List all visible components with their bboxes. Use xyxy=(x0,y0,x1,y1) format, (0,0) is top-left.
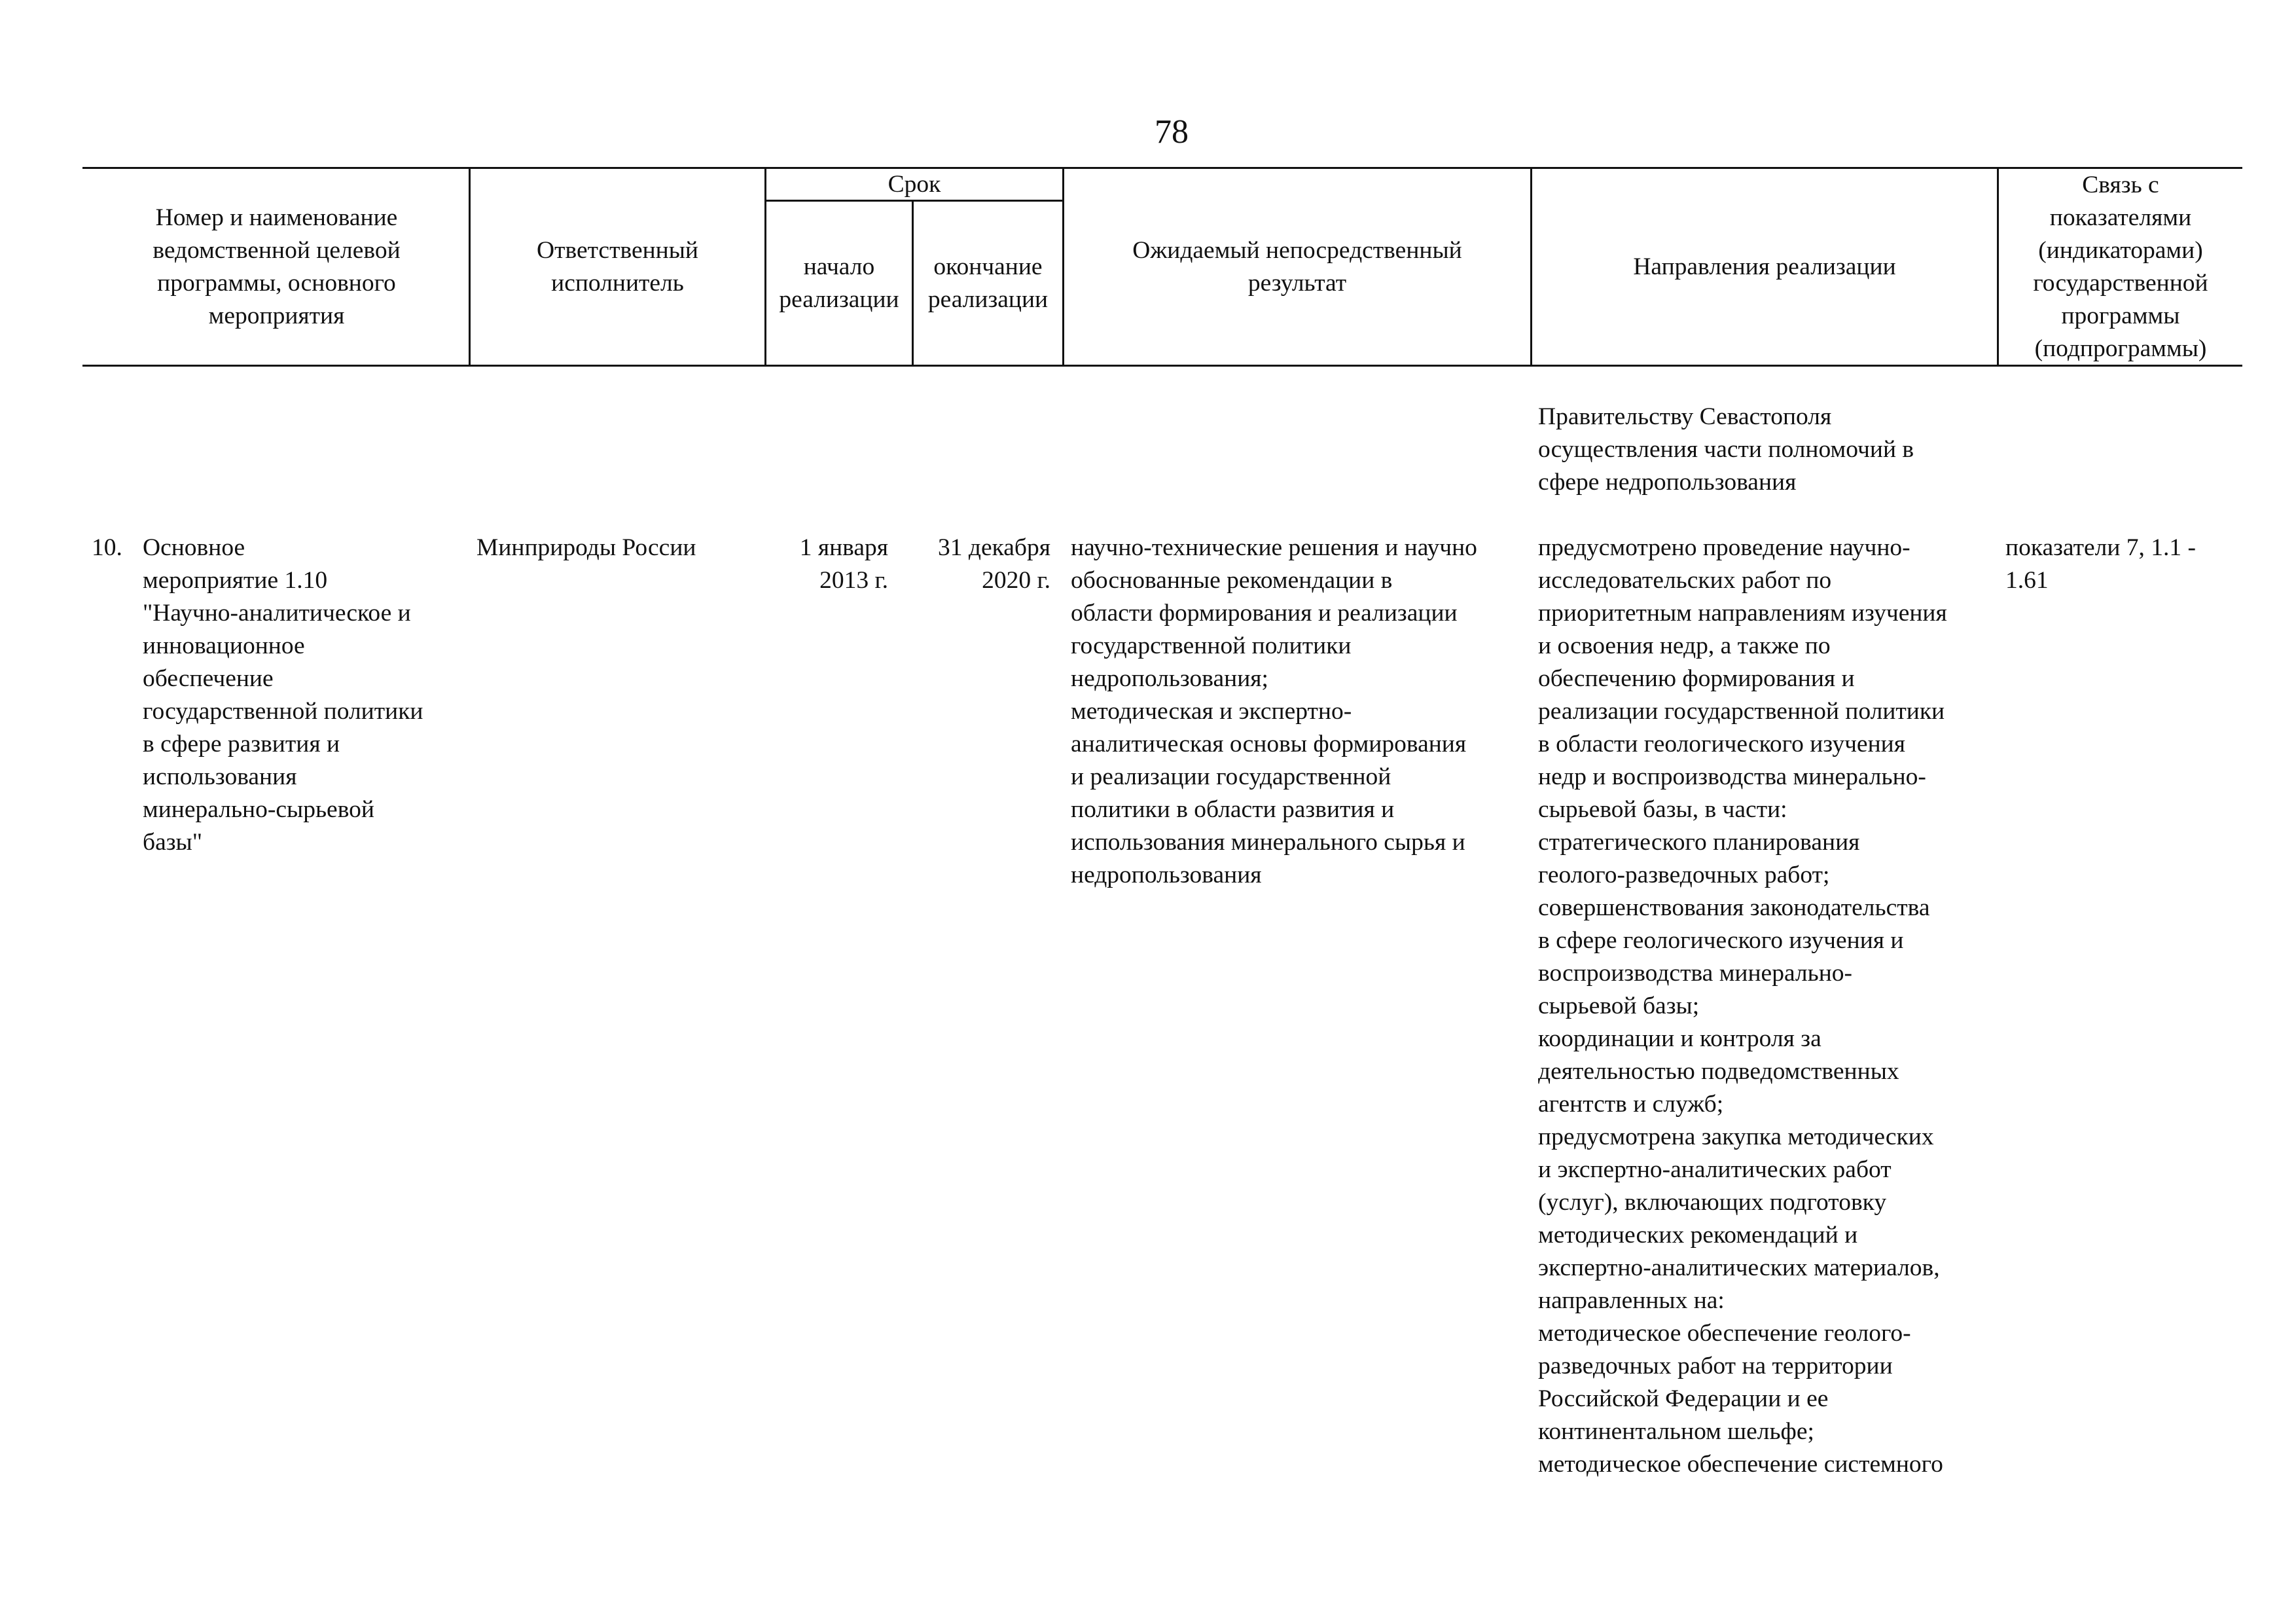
row-executor: Минприроды России xyxy=(476,534,696,561)
row-directions: предусмотрено проведение научно- исследовательских работ по приоритетным направлениям изучения и освоения недр, а также по обеспечению формирования и реализации государственной политики в области геологического изучения недр и воспроизводства минерально- сырьевой базы, в части: стратегического планирования геолого-разведочных работ; совершенствования законодательства в сфере геологического изучения и воспроизводства минерально- сырьевой базы; координации и контроля за деятельностью подведомственных агентств и служб; предусмотрена закупка методических и экспертно-аналитических работ (услуг), включающих подготовку методических рекомендаций и экспертно-аналитических материалов, направленных на: методическое обеспечение геолого- разведочных работ на территории Российской Федерации и ее континентальном шельфе; методическое обеспечение системного xyxy=(1538,534,1947,1478)
header-link: Связь с показателями (индикаторами) государственной программы (подпрограммы) xyxy=(2033,171,2208,362)
row-start-date: 1 января 2013 г. xyxy=(799,534,888,594)
header-directions: Направления реализации xyxy=(1633,253,1896,280)
header-executor: Ответственный исполнитель xyxy=(536,236,698,297)
header-result: Ожидаемый непосредственный результат xyxy=(1132,236,1462,297)
continuation-text: Правительству Севастополя осуществления части полномочий в сфере недропользования xyxy=(1538,403,1914,496)
header-bottom-rule xyxy=(82,365,2242,367)
header-srok: Срок xyxy=(888,170,941,198)
row-result: научно-технические решения и научно обоснованные рекомендации в области формирования и реализации государственной политики недропользования; методическая и экспертно- аналитическая основы формирования и реализации государственной политики в области развития и использования минерального сырья и недропользования xyxy=(1071,534,1477,888)
header-start: начало реализации xyxy=(779,253,899,313)
row-program-name: Основное мероприятие 1.10 "Научно-аналитическое и инновационное обеспечение государственной политики в сфере развития и использования минерально-сырьевой базы" xyxy=(143,534,423,856)
header-end: окончание реализации xyxy=(927,253,1049,313)
row-number: 10. xyxy=(92,534,122,561)
row-end-date: 31 декабря 2020 г. xyxy=(938,534,1050,594)
header-program-name: Номер и наименование ведомственной целевой программы, основного мероприятия xyxy=(152,204,401,329)
page-number: 78 xyxy=(1155,113,1189,151)
row-link: показатели 7, 1.1 - 1.61 xyxy=(2005,534,2197,594)
